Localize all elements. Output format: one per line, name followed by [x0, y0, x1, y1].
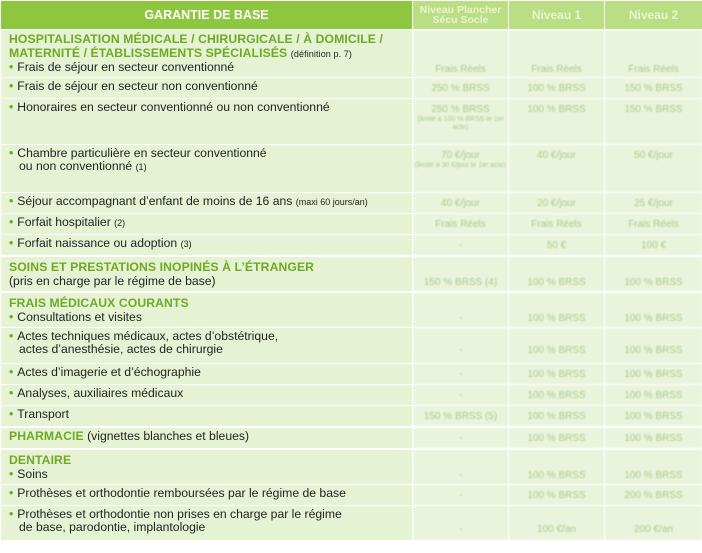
dentaire-section-cell	[1, 449, 413, 484]
list-item: • Forfait hospitalier (2)	[1, 213, 413, 234]
value-cell: 100 % BRSS	[509, 292, 605, 327]
dentaire-section-title: DENTAIRE	[9, 453, 72, 467]
value-cell: 100 % BRSS	[509, 427, 605, 449]
pharma-section-label: (vignettes blanches et bleues)	[87, 429, 250, 443]
table-row	[1, 98, 702, 144]
header-row	[1, 1, 702, 30]
value-cell: 100 % BRSS	[509, 484, 605, 505]
list-item: • Frais de séjour en secteur non conventionné	[1, 77, 413, 98]
table-row	[1, 144, 702, 192]
value-cell: 100 % BRSS	[509, 384, 605, 405]
value-cell: 150 % BRSS (5)	[413, 405, 509, 427]
value-cell: 250 % BRSS (limité à 100 % BRSS le 1er acte)	[413, 98, 509, 144]
value-cell: 150 % BRSS	[605, 77, 702, 98]
value-cell: 200 €/an	[605, 505, 702, 540]
value-cell: 40 €/jour	[413, 192, 509, 213]
value-cell: -	[413, 484, 509, 505]
value-cell: 150 % BRSS	[605, 98, 702, 144]
frais-section-title: FRAIS MÉDICAUX COURANTS	[9, 296, 189, 310]
list-item: • Transport	[1, 405, 413, 427]
soins-section-row	[1, 256, 702, 292]
value-cell: -	[413, 363, 509, 384]
value-cell: 100 % BRSS	[509, 449, 605, 484]
table-row	[1, 505, 702, 540]
value-cell: 100 % BRSS	[509, 98, 605, 144]
value-cell: 50 €/jour	[605, 144, 702, 192]
value-cell: 70 €/jour (limité à 30 €/jour le 1er acte)	[413, 144, 509, 192]
list-item: • Frais de séjour en secteur conventionné	[9, 60, 235, 74]
value-cell: 100 €	[605, 234, 702, 256]
list-item: • Soins	[9, 466, 48, 481]
value-cell: -	[413, 427, 509, 449]
value-cell: Frais Réels	[605, 213, 702, 234]
value-cell: 100 % BRSS	[605, 384, 702, 405]
list-item: • Forfait naissance ou adoption (3)	[1, 234, 413, 256]
value-cell: 150 % BRSS (4)	[413, 256, 509, 292]
value-cell: Frais Réels	[413, 30, 509, 78]
header-level-base: Niveau Plancher Sécu Socle	[413, 1, 509, 30]
pharma-section-title: PHARMACIE	[9, 429, 84, 443]
value-cell: -	[413, 505, 509, 540]
value-cell: 100 % BRSS	[605, 327, 702, 363]
table-row	[1, 327, 702, 363]
list-item: • Chambre particulière en secteur conventionné ou non conventionné (1)	[1, 144, 413, 192]
value-cell: 100 €/an	[509, 505, 605, 540]
value-cell: 100 % BRSS	[605, 427, 702, 449]
value-cell: Frais Réels	[509, 213, 605, 234]
list-item: • Prothèses et orthodontie remboursées par le régime de base	[1, 484, 413, 505]
list-item: • Séjour accompagnant d’enfant de moins de 16 ans (maxi 60 jours/an)	[1, 192, 413, 213]
table-row	[1, 213, 702, 234]
value-cell: 100 % BRSS	[509, 327, 605, 363]
hosp-section-title: HOSPITALISATION MÉDICALE / CHIRURGICALE / À DOMICILE / MATERNITÉ / ÉTABLISSEMENTS SPÉCIALISÉS (définition p. 7)	[9, 32, 383, 60]
value-cell: 200 % BRSS	[605, 484, 702, 505]
list-item: • Actes d’imagerie et d’échographie	[1, 363, 413, 384]
value-cell: 40 €/jour	[509, 144, 605, 192]
value-cell: Frais Réels	[509, 30, 605, 78]
value-cell: 100 % BRSS	[605, 449, 702, 484]
value-cell: 25 €/jour	[605, 192, 702, 213]
table-row	[1, 363, 702, 384]
value-cell: -	[413, 327, 509, 363]
list-item: • Consultations et visites	[9, 309, 142, 324]
list-item: • Honoraires en secteur conventionné ou non conventionné	[1, 98, 413, 144]
soins-section-cell	[1, 256, 413, 292]
value-cell: Frais Réels	[605, 30, 702, 78]
value-cell: 100 % BRSS	[509, 405, 605, 427]
hosp-section-cell	[1, 30, 413, 78]
value-cell: Frais Réels	[413, 213, 509, 234]
header-level-1: Niveau 1	[509, 1, 605, 30]
value-cell: -	[413, 292, 509, 327]
table-row	[1, 192, 702, 213]
value-cell: 100 % BRSS	[509, 77, 605, 98]
value-cell: 100 % BRSS	[605, 256, 702, 292]
frais-section-cell	[1, 292, 413, 327]
header-level-2: Niveau 2	[605, 1, 702, 30]
table-row	[1, 384, 702, 405]
value-cell: -	[413, 234, 509, 256]
table-row	[1, 77, 702, 98]
value-cell: 100 % BRSS	[605, 405, 702, 427]
hosp-section-row	[1, 30, 702, 78]
pharma-section-row	[1, 427, 702, 449]
dentaire-section-row	[1, 449, 702, 484]
value-cell: 100 % BRSS	[605, 363, 702, 384]
table-row	[1, 484, 702, 505]
value-cell: 100 % BRSS	[509, 363, 605, 384]
value-cell: 100 % BRSS	[605, 292, 702, 327]
list-item: • Actes techniques médicaux, actes d’obstétrique, actes d’anesthésie, actes de chirurgie	[1, 327, 413, 363]
pharma-section-cell	[1, 427, 413, 449]
value-cell: 20 €/jour	[509, 192, 605, 213]
value-cell: 50 €	[509, 234, 605, 256]
soins-section-title: SOINS ET PRESTATIONS INOPINÉS À L’ÉTRANGER	[9, 260, 315, 274]
table-row	[1, 234, 702, 256]
table-row	[1, 405, 702, 427]
hosp-section-note: (définition p. 7)	[290, 48, 353, 59]
value-cell: -	[413, 449, 509, 484]
list-item: • Analyses, auxiliaires médicaux	[1, 384, 413, 405]
frais-section-row	[1, 292, 702, 327]
value-cell: -	[413, 384, 509, 405]
list-item: • Prothèses et orthodontie non prises en charge par le régime de base, parodontie, implantologie	[1, 505, 413, 540]
value-cell: 100 % BRSS	[509, 256, 605, 292]
value-cell: 250 % BRSS	[413, 77, 509, 98]
soins-section-label: (pris en charge par le régime de base)	[9, 273, 216, 288]
header-title: GARANTIE DE BASE	[1, 1, 413, 30]
